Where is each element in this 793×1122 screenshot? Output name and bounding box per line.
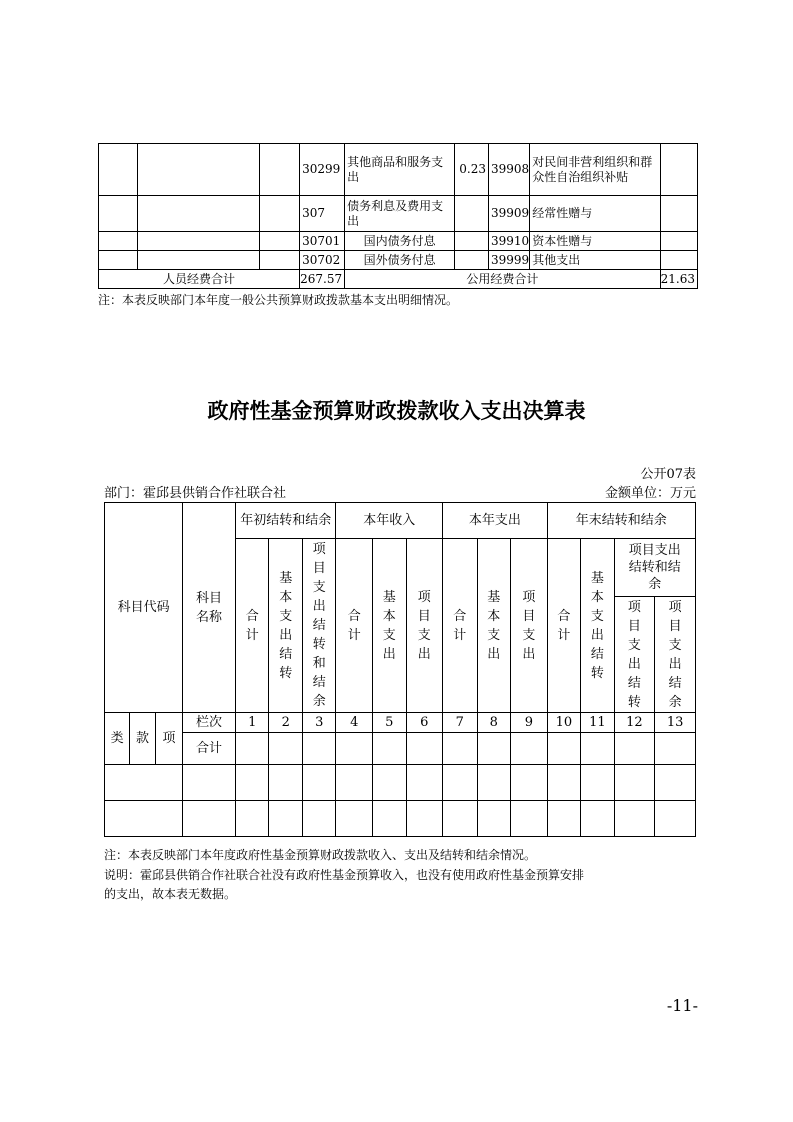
econ-amount: 0.23 — [455, 144, 489, 196]
end-basic-header: 基本支出结转 — [581, 539, 615, 713]
table-row — [99, 196, 698, 232]
end-balance-header: 年末结转和结余 — [547, 503, 695, 539]
econ-code: 39909 — [489, 196, 530, 232]
column-number: 13 — [655, 713, 696, 733]
public-total-label: 公用经费合计 — [345, 270, 660, 289]
sum-row-label: 合计 — [183, 733, 236, 765]
income-project-header: 项目支出 — [406, 539, 443, 713]
econ-amount — [660, 196, 697, 232]
econ-name: 经常性赠与 — [530, 196, 660, 232]
econ-amount — [455, 251, 489, 270]
income-basic-header: 基本支出 — [373, 539, 407, 713]
econ-code: 39999 — [489, 251, 530, 270]
table-row — [99, 232, 698, 251]
econ-name: 国内债务付息 — [345, 232, 455, 251]
section-header: 款 — [130, 713, 155, 765]
column-number: 7 — [443, 713, 478, 733]
item-header: 项 — [155, 713, 182, 765]
page-title: 政府性基金预算财政拨款收入支出决算表 — [207, 399, 586, 423]
econ-amount — [660, 232, 697, 251]
econ-code: 39908 — [489, 144, 530, 196]
expense-header: 本年支出 — [443, 503, 548, 539]
econ-code: 39910 — [489, 232, 530, 251]
column-number: 10 — [547, 713, 581, 733]
econ-name: 其他支出 — [530, 251, 660, 270]
totals-row — [99, 270, 698, 289]
subject-code-header: 科目代码 — [105, 503, 183, 713]
table2-note: 注：本表反映部门本年度政府性基金预算财政拨款收入、支出及结转和结余情况。 — [104, 848, 537, 862]
table-row — [99, 251, 698, 270]
basic-expense-detail-table — [98, 143, 698, 289]
econ-amount — [455, 196, 489, 232]
expense-basic-header: 基本支出 — [477, 539, 511, 713]
econ-name: 国外债务付息 — [345, 251, 455, 270]
column-number: 1 — [235, 713, 269, 733]
econ-code: 307 — [300, 196, 345, 232]
unit-label: 金额单位：万元 — [604, 486, 696, 501]
econ-code: 30299 — [300, 144, 345, 196]
form-number: 公开07表 — [640, 467, 696, 482]
explanation-line-1: 说明：霍邱县供销合作社联合社没有政府性基金预算收入，也没有使用政府性基金预算安排 — [104, 868, 585, 882]
subject-name-header: 科目名称 — [183, 503, 236, 713]
econ-name: 债务利息及费用支出 — [345, 196, 455, 232]
column-number: 3 — [302, 713, 336, 733]
column-number: 12 — [614, 713, 655, 733]
personnel-total-value: 267.57 — [300, 270, 345, 289]
econ-name: 资本性赠与 — [530, 232, 660, 251]
table-row — [99, 144, 698, 196]
econ-name: 对民间非营利组织和群众性自治组织补贴 — [530, 144, 660, 196]
fund-budget-table — [104, 502, 696, 837]
class-header: 类 — [105, 713, 130, 765]
table-row — [105, 801, 696, 837]
column-number: 2 — [269, 713, 303, 733]
end-project-carry-header: 项目支出结转 — [614, 597, 655, 713]
column-no-label: 栏次 — [183, 713, 236, 733]
explanation-line-2: 的支出，故本表无数据。 — [104, 887, 237, 901]
econ-code: 30702 — [300, 251, 345, 270]
column-number: 11 — [581, 713, 615, 733]
public-total-value: 21.63 — [660, 270, 697, 289]
column-number: 8 — [477, 713, 511, 733]
expense-total-header: 合计 — [443, 539, 478, 713]
econ-name: 其他商品和服务支出 — [345, 144, 455, 196]
personnel-total-label: 人员经费合计 — [99, 270, 300, 289]
column-number: 5 — [373, 713, 407, 733]
page-number: -11- — [666, 996, 698, 1015]
begin-total-header: 合计 — [235, 539, 269, 713]
income-header: 本年收入 — [336, 503, 443, 539]
econ-code: 30701 — [300, 232, 345, 251]
begin-balance-header: 年初结转和结余 — [235, 503, 336, 539]
econ-amount — [660, 144, 697, 196]
column-number: 9 — [511, 713, 548, 733]
econ-amount — [455, 232, 489, 251]
column-number: 4 — [336, 713, 373, 733]
econ-amount — [660, 251, 697, 270]
department-label: 部门：霍邱县供销合作社联合社 — [104, 486, 287, 501]
end-total-header: 合计 — [547, 539, 581, 713]
table1-note: 注：本表反映部门本年度一般公共预算财政拨款基本支出明细情况。 — [98, 293, 459, 307]
end-project-surplus-header: 项目支出结余 — [655, 597, 696, 713]
income-total-header: 合计 — [336, 539, 373, 713]
expense-project-header: 项目支出 — [511, 539, 548, 713]
end-project-header: 项目支出结转和结余 — [614, 539, 695, 597]
column-number: 6 — [406, 713, 443, 733]
begin-project-header: 项目支出结转和结余 — [302, 539, 336, 713]
begin-basic-header: 基本支出结转 — [269, 539, 303, 713]
table-row — [105, 765, 696, 801]
